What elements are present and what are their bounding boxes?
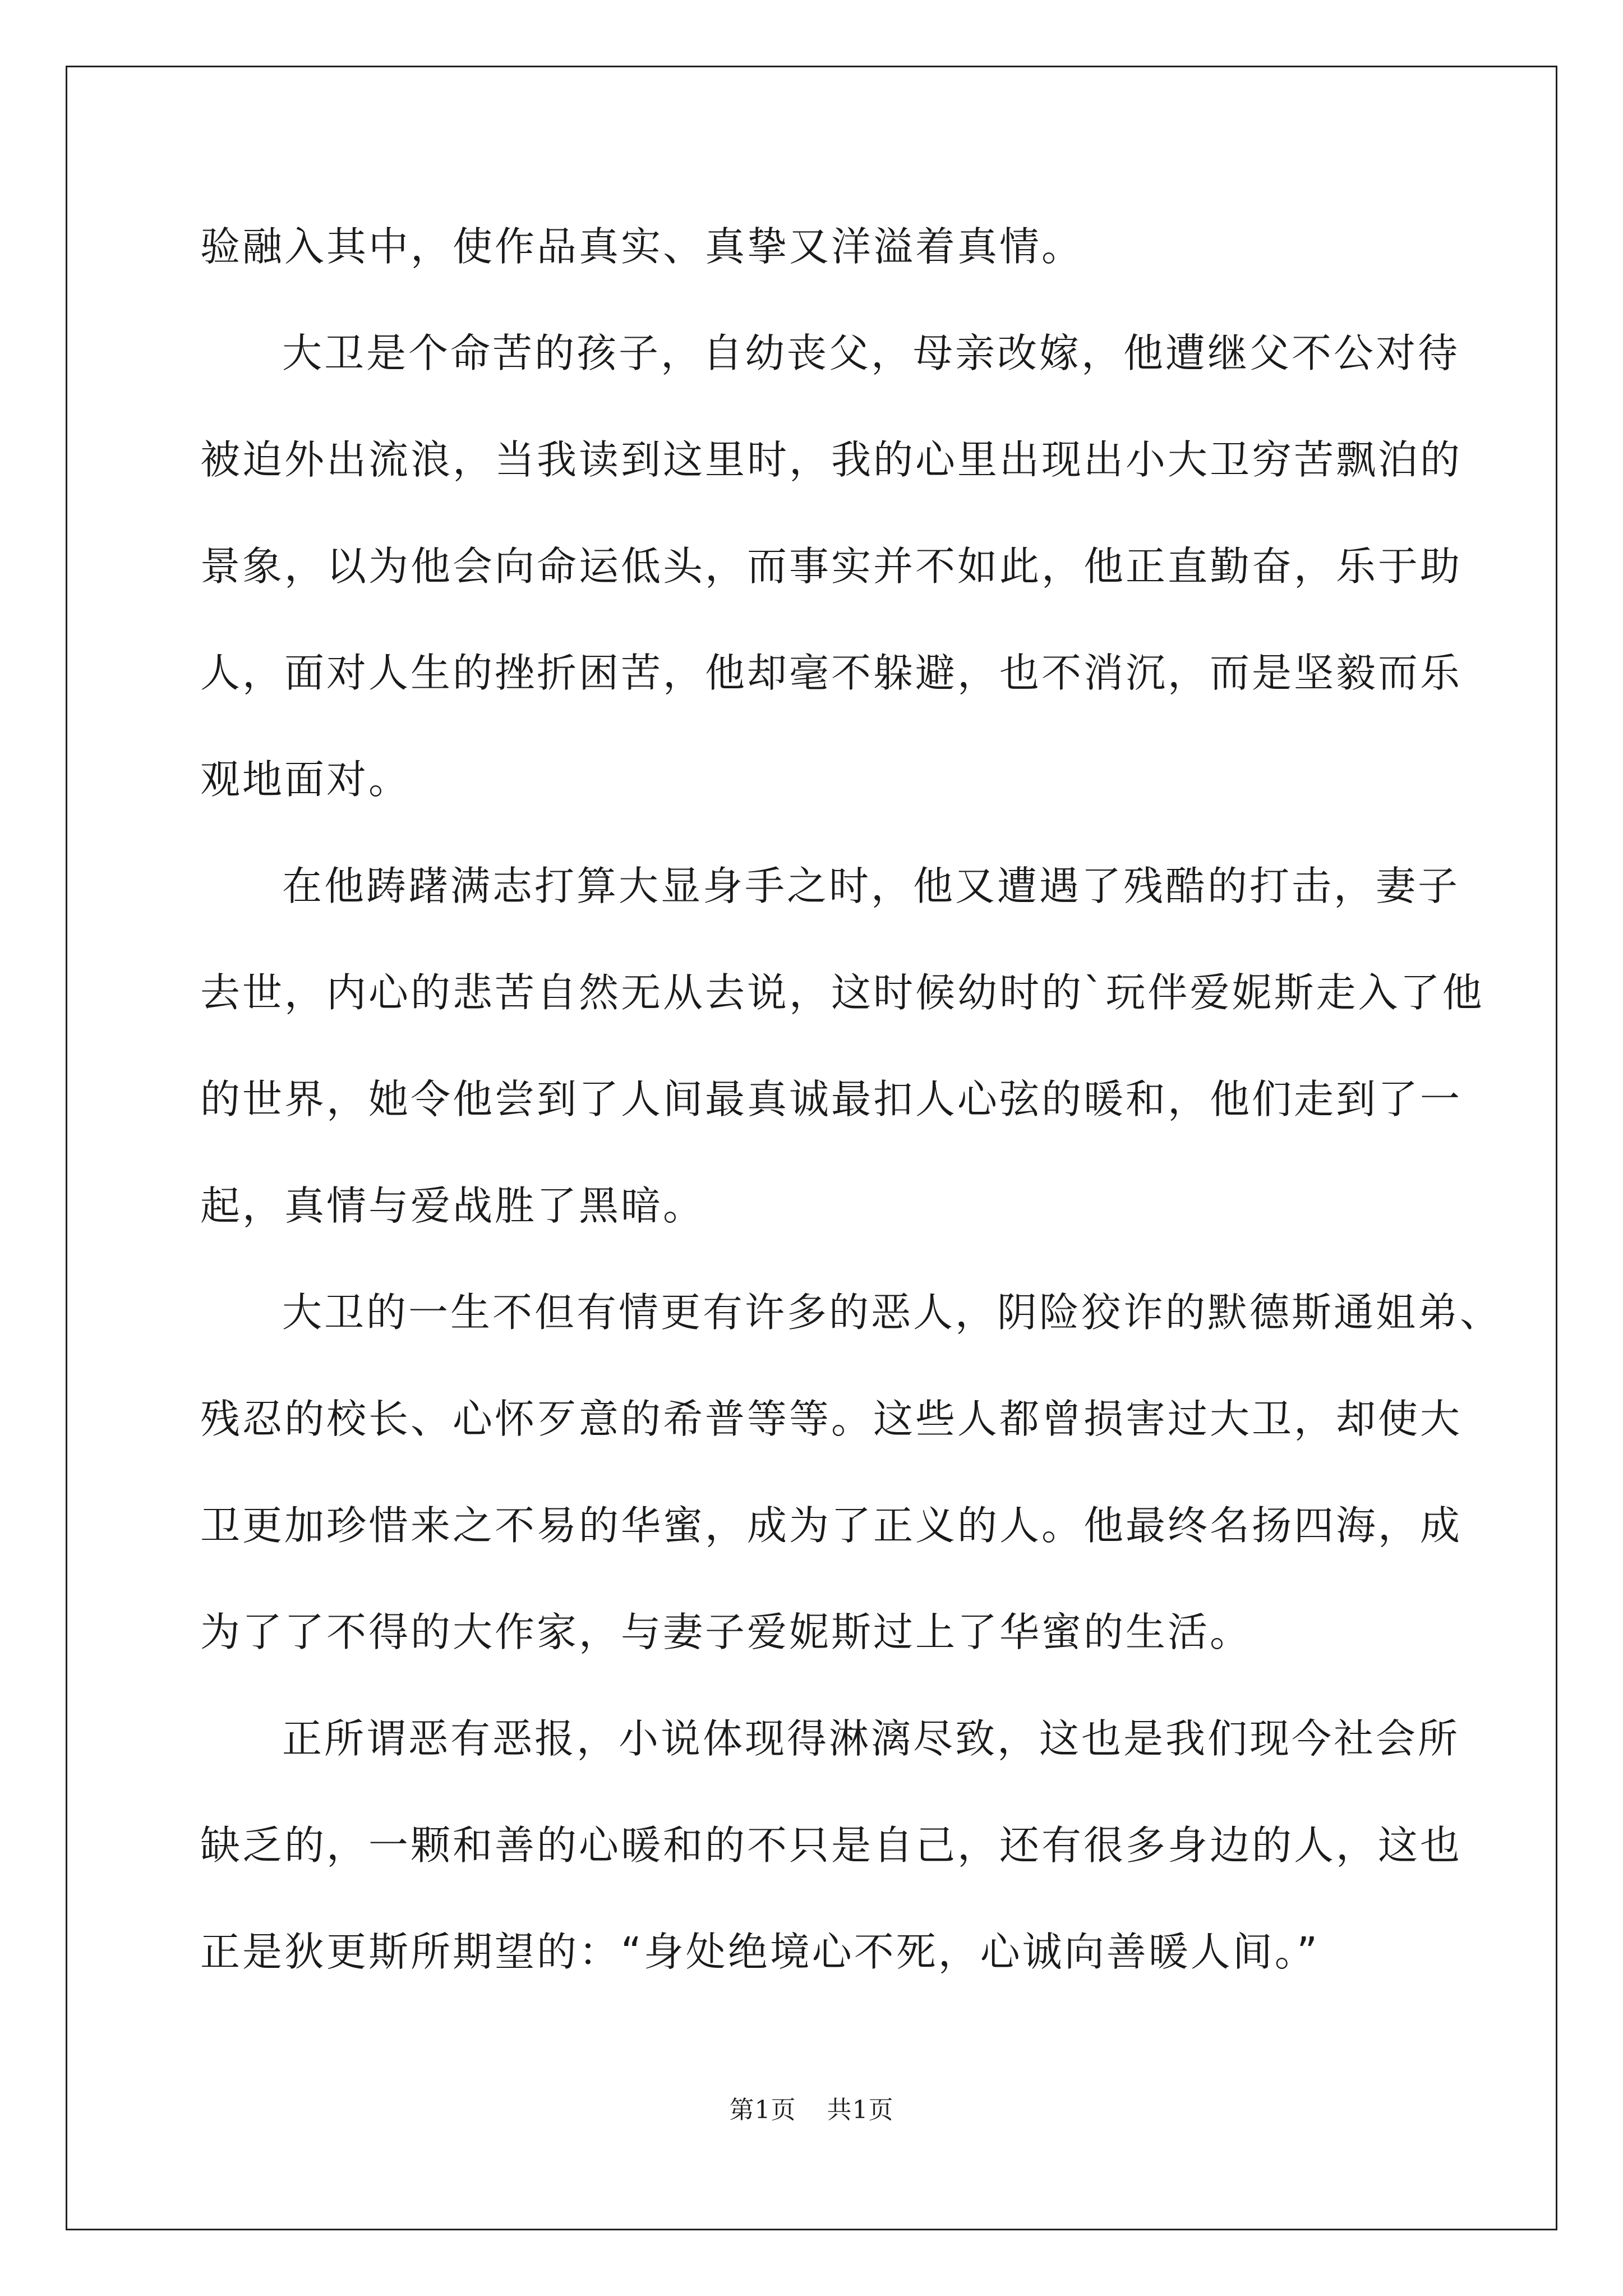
text-line: 起，真情与爱战胜了黑暗。 (200, 1182, 706, 1229)
text-line: 的世界，她令他尝到了人间最真诚最扣人心弦的暖和，他们走到了一 (200, 1076, 1463, 1122)
text-line: 人，面对人生的挫折困苦，他却毫不躲避，也不消沉，而是坚毅而乐 (200, 650, 1463, 696)
text-line: 缺乏的，一颗和善的心暖和的不只是自己，还有很多身边的人，这也 (200, 1822, 1463, 1869)
text-line: 卫更加珍惜来之不易的华蜜，成为了正义的人。他最终名扬四海，成 (200, 1502, 1463, 1549)
text-line: 被迫外出流浪，当我读到这里时，我的心里出现出小大卫穷苦飘泊的 (200, 436, 1463, 483)
page-total: 共1页 (827, 2096, 894, 2124)
text-line: 大卫的一生不但有情更有许多的恶人，阴险狡诈的默德斯通姐弟、 (282, 1289, 1502, 1336)
text-line: 为了了不得的大作家，与妻子爱妮斯过上了华蜜的生活。 (200, 1609, 1252, 1655)
page-footer (0, 2090, 1623, 2125)
text-line: 正是狄更斯所期望的：“身处绝境心不死，心诚向善暖人间。” (200, 1929, 1320, 1975)
document-body (200, 213, 1502, 2025)
text-line: 正所谓恶有恶报，小说体现得淋漓尽致，这也是我们现今社会所 (282, 1715, 1460, 1762)
text-line: 去世，内心的悲苦自然无从去说，这时候幼时的`玩伴爱妮斯走入了他 (200, 969, 1484, 1016)
text-line: 景象，以为他会向命运低头，而事实并不如此，他正直勤奋，乐于助 (200, 543, 1463, 590)
text-line: 观地面对。 (200, 756, 411, 803)
text-line: 验融入其中，使作品真实、真挚又洋溢着真情。 (200, 223, 1084, 270)
text-line: 残忍的校长、心怀歹意的希普等等。这些人都曾损害过大卫，却使大 (200, 1396, 1463, 1442)
text-line: 大卫是个命苦的孩子，自幼丧父，母亲改嫁，他遭继父不公对待 (282, 330, 1460, 376)
page-number: 第1页 (729, 2096, 796, 2124)
text-line: 在他踌躇满志打算大显身手之时，他又遭遇了残酷的打击，妻子 (282, 863, 1460, 909)
